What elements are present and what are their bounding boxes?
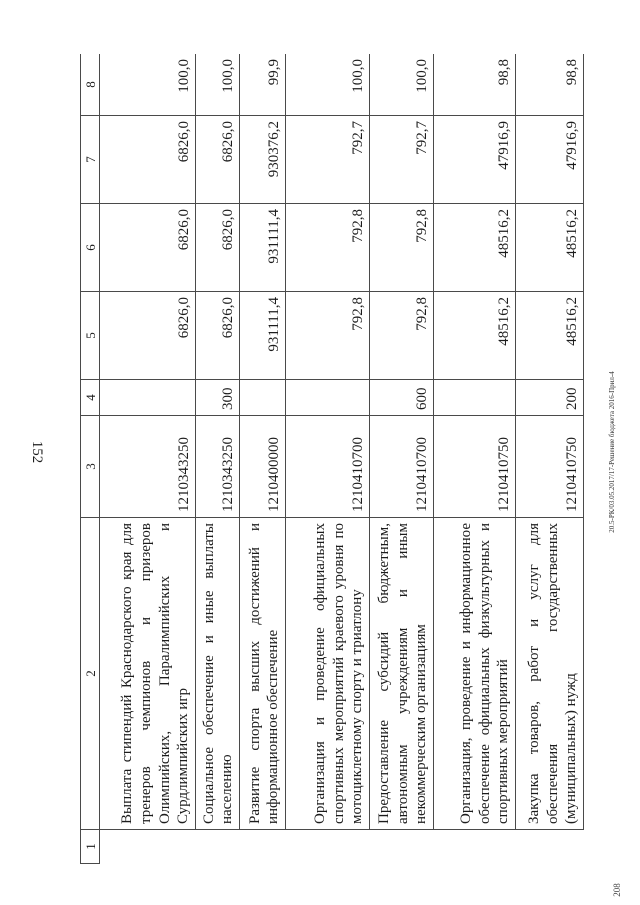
table-row [286, 54, 370, 864]
row-number-cell [196, 830, 240, 864]
value-cell-7: 930376,2 [240, 116, 286, 204]
rotated-page [80, 54, 612, 864]
expense-type-cell [434, 380, 516, 416]
table-row [370, 54, 434, 864]
value-cell-6: 792,8 [370, 204, 434, 292]
value-cell-7: 6826,0 [100, 116, 196, 204]
budget-table [80, 54, 584, 864]
value-cell-6: 931111,4 [240, 204, 286, 292]
row-number-cell [370, 830, 434, 864]
value-cell-8: 100,0 [100, 54, 196, 116]
column-header: 2 [81, 518, 100, 830]
column-number-row [81, 54, 100, 864]
table-sheet [80, 54, 612, 864]
code-cell: 1210410750 [434, 416, 516, 518]
description-cell: Социальное обеспечение и иные выплаты населению [196, 518, 240, 830]
code-cell: 1210410700 [286, 416, 370, 518]
row-number-cell [100, 830, 196, 864]
expense-type-cell [286, 380, 370, 416]
value-cell-5: 6826,0 [196, 292, 240, 380]
column-header: 4 [81, 380, 100, 416]
value-cell-7: 47916,9 [434, 116, 516, 204]
expense-type-cell: 200 [516, 380, 584, 416]
value-cell-5: 48516,2 [434, 292, 516, 380]
value-cell-5: 792,8 [370, 292, 434, 380]
description-cell: Развитие спорта высших достижений и информационное обеспечение [240, 518, 286, 830]
footer-code: 20.5-РК/03.05.2017/17-Решение бюджета 2016-Прил-4 [608, 371, 616, 533]
column-header: 8 [81, 54, 100, 116]
value-cell-8: 100,0 [370, 54, 434, 116]
column-header: 7 [81, 116, 100, 204]
value-cell-7: 6826,0 [196, 116, 240, 204]
value-cell-8: 100,0 [286, 54, 370, 116]
column-header: 3 [81, 416, 100, 518]
value-cell-6: 6826,0 [100, 204, 196, 292]
row-number-cell [286, 830, 370, 864]
row-number-cell [434, 830, 516, 864]
value-cell-5: 931111,4 [240, 292, 286, 380]
description-cell: Закупка товаров, работ и услуг для обеспечения государственных (муниципальных) нужд [516, 518, 584, 830]
code-cell: 1210343250 [100, 416, 196, 518]
code-cell: 1210400000 [240, 416, 286, 518]
value-cell-7: 792,7 [370, 116, 434, 204]
value-cell-5: 792,8 [286, 292, 370, 380]
expense-type-cell: 300 [196, 380, 240, 416]
table-row [434, 54, 516, 864]
code-cell: 1210410750 [516, 416, 584, 518]
description-cell: Организация, проведение и информационное обеспечение официальных физкультурных и спортивных мероприятий [434, 518, 516, 830]
value-cell-6: 6826,0 [196, 204, 240, 292]
table-row [516, 54, 584, 864]
value-cell-5: 48516,2 [516, 292, 584, 380]
value-cell-6: 792,8 [286, 204, 370, 292]
value-cell-8: 98,8 [434, 54, 516, 116]
column-header: 6 [81, 204, 100, 292]
table-row [240, 54, 286, 864]
column-header: 5 [81, 292, 100, 380]
corner-mark: 208 [612, 883, 622, 897]
table-row [196, 54, 240, 864]
value-cell-7: 47916,9 [516, 116, 584, 204]
column-header: 1 [81, 830, 100, 864]
description-cell: Выплата стипендий Краснодарского края для тренеров чемпионов и призеров Олимпийских, Паралимпийских и Сурдлимпийских игр [100, 518, 196, 830]
row-number-cell [516, 830, 584, 864]
page-number: 152 [28, 440, 45, 464]
table-row [100, 54, 196, 864]
code-cell: 1210410700 [370, 416, 434, 518]
expense-type-cell [240, 380, 286, 416]
value-cell-8: 100,0 [196, 54, 240, 116]
value-cell-8: 98,8 [516, 54, 584, 116]
expense-type-cell: 600 [370, 380, 434, 416]
description-cell: Организация и проведение официальных спортивных мероприятий краевого уровня по мотоциклетному спорту и триатлону [286, 518, 370, 830]
code-cell: 1210343250 [196, 416, 240, 518]
row-number-cell [240, 830, 286, 864]
value-cell-6: 48516,2 [434, 204, 516, 292]
value-cell-7: 792,7 [286, 116, 370, 204]
value-cell-5: 6826,0 [100, 292, 196, 380]
value-cell-6: 48516,2 [516, 204, 584, 292]
description-cell: Предоставление субсидий бюджетным, автономным учреждениям и иным некоммерческим организациям [370, 518, 434, 830]
value-cell-8: 99,9 [240, 54, 286, 116]
expense-type-cell [100, 380, 196, 416]
